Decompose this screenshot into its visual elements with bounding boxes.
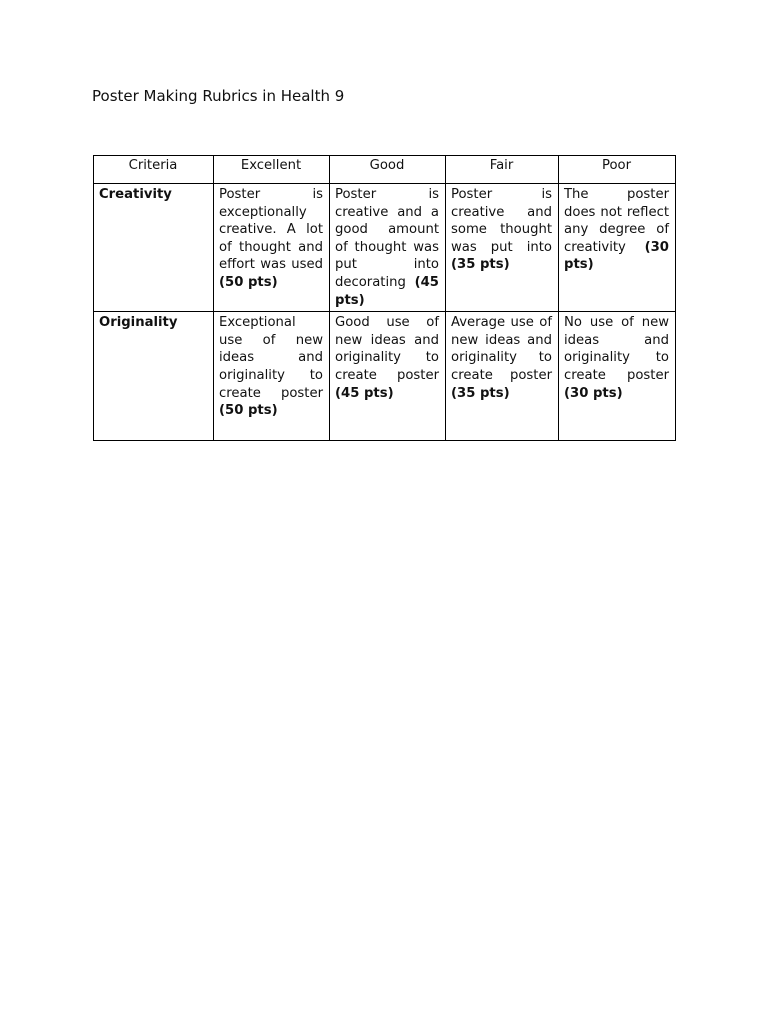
page-title: Poster Making Rubrics in Health 9 <box>92 87 345 105</box>
header-excellent: Excellent <box>214 156 330 184</box>
cell-originality-excellent <box>214 312 330 441</box>
table-row <box>94 312 676 441</box>
points-label: (35 pts) <box>451 257 510 273</box>
cell-text: Good use of new ideas and originality to create poster <box>335 315 439 383</box>
points-label: (50 pts) <box>219 274 278 290</box>
header-poor: Poor <box>559 156 676 184</box>
cell-originality-fair <box>446 312 559 441</box>
header-good: Good <box>330 156 446 184</box>
points-label: (50 pts) <box>219 403 278 419</box>
rubric-table <box>93 155 676 441</box>
cell-originality-good <box>330 312 446 441</box>
cell-text: Poster is exceptionally creative. A lot of thought and effort was used <box>219 187 323 273</box>
points-label: (30 pts) <box>564 385 623 401</box>
cell-text: No use of new ideas and originality to create poster <box>564 315 669 383</box>
cell-creativity-excellent <box>214 184 330 312</box>
cell-text: Average use of new ideas and originality to create poster <box>451 315 552 383</box>
table-row <box>94 184 676 312</box>
criterion-creativity: Creativity <box>94 184 214 312</box>
header-criteria: Criteria <box>94 156 214 184</box>
points-label: (30 pts) <box>564 239 669 273</box>
cell-text: Poster is creative and some thought was put into <box>451 187 552 255</box>
cell-creativity-good <box>330 184 446 312</box>
points-label: (45 pts) <box>335 385 394 401</box>
cell-text: The poster does not reflect any degree of creativity <box>564 187 669 255</box>
cell-creativity-poor <box>559 184 676 312</box>
header-fair: Fair <box>446 156 559 184</box>
cell-creativity-fair <box>446 184 559 312</box>
points-label: (45 pts) <box>335 274 439 308</box>
points-label: (35 pts) <box>451 385 510 401</box>
criterion-originality: Originality <box>94 312 214 441</box>
cell-text: Poster is creative and a good amount of thought was put into decorating <box>335 187 439 290</box>
cell-originality-poor <box>559 312 676 441</box>
header-row <box>94 156 676 184</box>
cell-text: Exceptional use of new ideas and originality to create poster <box>219 315 323 401</box>
